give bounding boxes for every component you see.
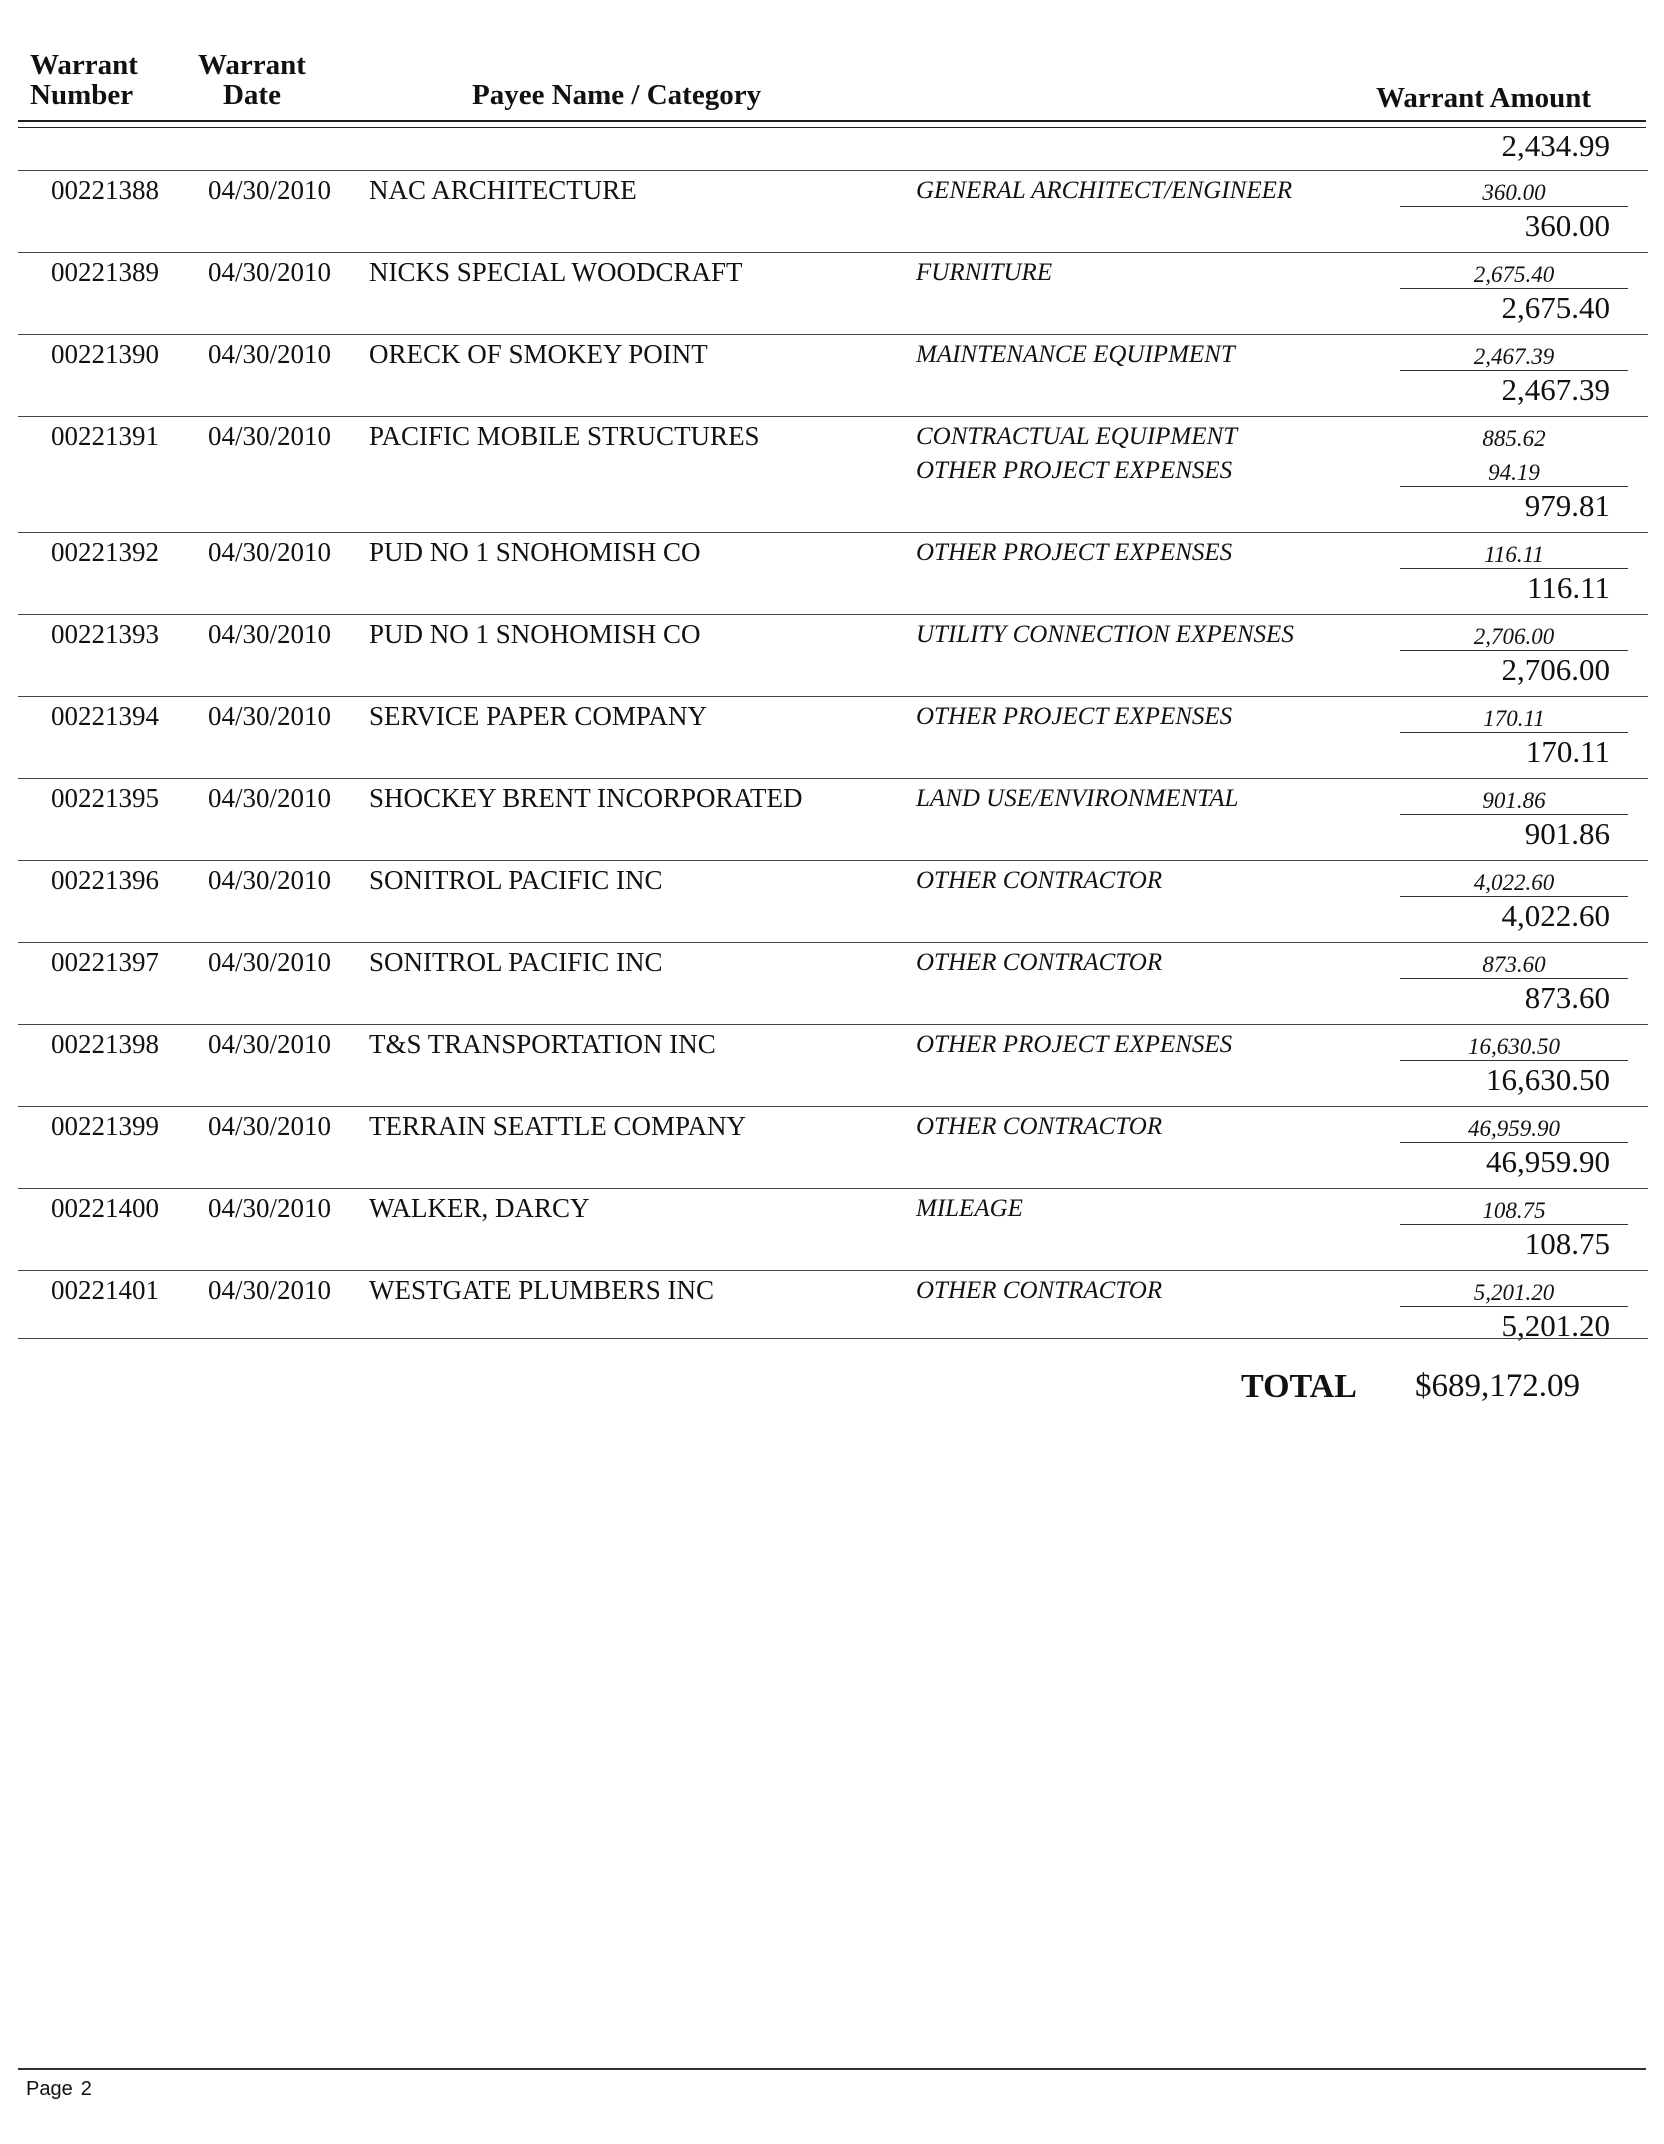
payee-name: SONITROL PACIFIC INC <box>369 947 663 977</box>
warrant-total: 116.11 <box>1527 570 1610 605</box>
category-lines <box>916 1277 1628 1311</box>
payee-name: WALKER, DARCY <box>369 1193 590 1223</box>
warrant-total: 170.11 <box>1525 734 1610 769</box>
warrant-total: 4,022.60 <box>1501 898 1610 933</box>
line-amount: 5,201.20 <box>1400 1280 1628 1307</box>
category-lines <box>916 1031 1628 1065</box>
category-name: OTHER CONTRACTOR <box>916 1277 1163 1304</box>
line-amount: 94.19 <box>1400 460 1628 487</box>
category-name: OTHER PROJECT EXPENSES <box>916 1031 1233 1058</box>
category-line <box>916 621 1628 655</box>
category-line <box>916 1031 1628 1065</box>
payee-name: PUD NO 1 SNOHOMISH CO <box>369 537 701 567</box>
warrant-date: 04/30/2010 <box>208 339 332 369</box>
warrant-total: 360.00 <box>1524 208 1610 243</box>
warrant-number: 00221393 <box>51 619 159 649</box>
payee-name: SONITROL PACIFIC INC <box>369 865 663 895</box>
table-row <box>18 1024 1648 1106</box>
category-line <box>916 703 1628 737</box>
line-amount: 360.00 <box>1400 180 1628 207</box>
category-name: FURNITURE <box>916 259 1053 286</box>
category-lines <box>916 341 1628 375</box>
warrant-date: 04/30/2010 <box>208 537 332 567</box>
footer-divider <box>18 2068 1646 2070</box>
warrant-date: 04/30/2010 <box>208 701 332 731</box>
warrant-total: 108.75 <box>1524 1226 1610 1261</box>
warrant-total: 2,467.39 <box>1501 372 1610 407</box>
warrant-number: 00221400 <box>51 1193 159 1223</box>
category-line <box>916 1113 1628 1147</box>
warrant-date: 04/30/2010 <box>208 1275 332 1305</box>
warrant-date: 04/30/2010 <box>208 257 332 287</box>
table-row <box>18 532 1648 614</box>
category-name: OTHER CONTRACTOR <box>916 949 1163 976</box>
table-row <box>18 1188 1648 1270</box>
table-row <box>18 252 1648 334</box>
category-lines <box>916 949 1628 983</box>
table-row <box>18 170 1648 252</box>
warrant-number: 00221388 <box>51 175 159 205</box>
page-number: 2 <box>80 2078 92 2100</box>
category-lines <box>916 1195 1628 1229</box>
category-lines <box>916 539 1628 573</box>
payee-name: T&S TRANSPORTATION INC <box>369 1029 716 1059</box>
payee-name: PUD NO 1 SNOHOMISH CO <box>369 619 701 649</box>
warrant-number: 00221396 <box>51 865 159 895</box>
line-amount: 4,022.60 <box>1400 870 1628 897</box>
category-lines <box>916 259 1628 293</box>
line-amount: 170.11 <box>1400 706 1628 733</box>
line-amount: 46,959.90 <box>1400 1116 1628 1143</box>
warrant-date: 04/30/2010 <box>208 947 332 977</box>
warrant-number: 00221391 <box>51 421 159 451</box>
warrant-total: 979.81 <box>1524 488 1610 523</box>
payee-name: TERRAIN SEATTLE COMPANY <box>369 1111 747 1141</box>
line-amount: 2,467.39 <box>1400 344 1628 371</box>
line-amount: 116.11 <box>1400 542 1628 569</box>
category-lines <box>916 867 1628 901</box>
payee-name: ORECK OF SMOKEY POINT <box>369 339 708 369</box>
warrant-number: 00221399 <box>51 1111 159 1141</box>
warrant-total: 901.86 <box>1524 816 1610 851</box>
category-lines <box>916 423 1628 491</box>
warrant-number: 00221392 <box>51 537 159 567</box>
table-row <box>18 334 1648 416</box>
line-amount: 873.60 <box>1400 952 1628 979</box>
payee-name: SERVICE PAPER COMPANY <box>369 701 707 731</box>
warrant-table <box>18 170 1648 1352</box>
category-line <box>916 423 1628 457</box>
warrant-number: 00221397 <box>51 947 159 977</box>
warrant-amount-header: Warrant Amount <box>1376 82 1592 114</box>
grand-total-label: TOTAL <box>1241 1368 1357 1405</box>
warrant-number: 00221390 <box>51 339 159 369</box>
warrant-total: 46,959.90 <box>1486 1144 1610 1179</box>
category-lines <box>916 621 1628 655</box>
line-amount: 885.62 <box>1482 426 1546 451</box>
warrant-date: 04/30/2010 <box>208 421 332 451</box>
warrant-number: 00221389 <box>51 257 159 287</box>
warrant-total: 5,201.20 <box>1501 1308 1610 1343</box>
category-line <box>916 457 1628 491</box>
warrant-date-header: Warrant Date <box>198 49 306 111</box>
category-line <box>916 539 1628 573</box>
warrant-date: 04/30/2010 <box>208 1193 332 1223</box>
warrant-number: 00221395 <box>51 783 159 813</box>
payee-name: PACIFIC MOBILE STRUCTURES <box>369 421 760 451</box>
warrant-date: 04/30/2010 <box>208 619 332 649</box>
warrant-total: 16,630.50 <box>1486 1062 1610 1097</box>
line-amount: 2,675.40 <box>1400 262 1628 289</box>
category-name: LAND USE/ENVIRONMENTAL <box>916 785 1239 812</box>
line-amount: 16,630.50 <box>1400 1034 1628 1061</box>
category-name: OTHER PROJECT EXPENSES <box>916 539 1233 566</box>
category-line <box>916 341 1628 375</box>
page-label: Page <box>26 2078 73 2100</box>
warrant-total: 2,706.00 <box>1501 652 1610 687</box>
line-amount: 901.86 <box>1400 788 1628 815</box>
payee-name: WESTGATE PLUMBERS INC <box>369 1275 715 1305</box>
warrant-number: 00221401 <box>51 1275 159 1305</box>
category-line <box>916 949 1628 983</box>
warrant-date: 04/30/2010 <box>208 865 332 895</box>
carried-forward-amount: 2,434.99 <box>1501 128 1610 163</box>
category-lines <box>916 703 1628 737</box>
table-row <box>18 1106 1648 1188</box>
header-divider <box>18 120 1646 128</box>
category-name: CONTRACTUAL EQUIPMENT <box>916 423 1238 450</box>
payee-name: SHOCKEY BRENT INCORPORATED <box>369 783 803 813</box>
category-line <box>916 1277 1628 1311</box>
table-row <box>18 416 1648 532</box>
payee-name: NICKS SPECIAL WOODCRAFT <box>369 257 743 287</box>
table-row <box>18 942 1648 1024</box>
warrant-date: 04/30/2010 <box>208 783 332 813</box>
page-indicator <box>26 2078 100 2101</box>
line-amount: 2,706.00 <box>1400 624 1628 651</box>
warrant-number: 00221398 <box>51 1029 159 1059</box>
category-name: OTHER CONTRACTOR <box>916 867 1163 894</box>
category-lines <box>916 1113 1628 1147</box>
payee-name: NAC ARCHITECTURE <box>369 175 637 205</box>
table-row <box>18 614 1648 696</box>
category-line <box>916 867 1628 901</box>
payee-category-header: Payee Name / Category <box>472 79 762 111</box>
category-name: GENERAL ARCHITECT/ENGINEER <box>916 177 1293 204</box>
warrant-date: 04/30/2010 <box>208 1111 332 1141</box>
warrant-date: 04/30/2010 <box>208 1029 332 1059</box>
category-name: MILEAGE <box>916 1195 1023 1222</box>
table-row <box>18 696 1648 778</box>
line-amount: 108.75 <box>1400 1198 1628 1225</box>
table-header <box>22 48 1646 124</box>
warrant-number-header: Warrant Number <box>30 49 138 111</box>
category-name: OTHER PROJECT EXPENSES <box>916 457 1233 484</box>
category-name: UTILITY CONNECTION EXPENSES <box>916 621 1294 648</box>
table-row <box>18 860 1648 942</box>
category-name: OTHER CONTRACTOR <box>916 1113 1163 1140</box>
grand-total-value: $689,172.09 <box>1415 1368 1580 1404</box>
table-bottom-rule <box>18 1338 1648 1339</box>
category-name: OTHER PROJECT EXPENSES <box>916 703 1233 730</box>
warrant-total: 873.60 <box>1524 980 1610 1015</box>
category-line <box>916 785 1628 819</box>
table-row <box>18 778 1648 860</box>
category-lines <box>916 177 1628 211</box>
warrant-date: 04/30/2010 <box>208 175 332 205</box>
category-line <box>916 177 1628 211</box>
category-lines <box>916 785 1628 819</box>
table-row <box>18 1270 1648 1352</box>
category-line <box>916 259 1628 293</box>
warrant-total: 2,675.40 <box>1501 290 1610 325</box>
warrant-number: 00221394 <box>51 701 159 731</box>
category-line <box>916 1195 1628 1229</box>
category-name: MAINTENANCE EQUIPMENT <box>916 341 1235 368</box>
